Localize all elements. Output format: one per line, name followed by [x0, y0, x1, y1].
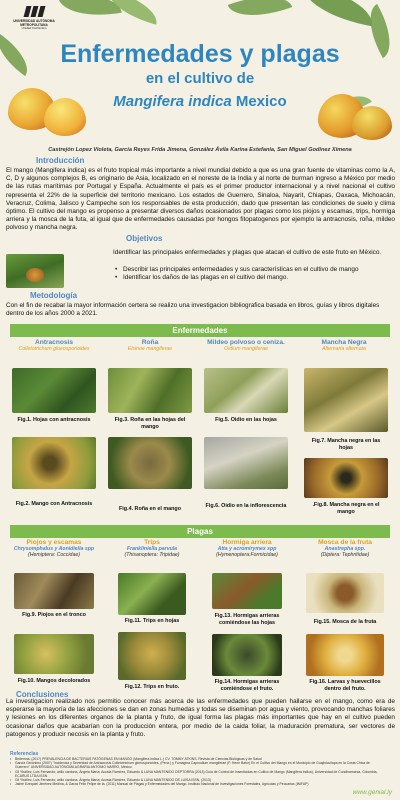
logo-unit: Unidad Xochimilco	[21, 26, 47, 30]
figure-caption: .Fig.8. Mancha negra en el mango	[312, 502, 380, 515]
figure-caption: Fig.13. Hormigas arrieras comiéndose las hojas	[214, 613, 280, 626]
figure-caption: Fig.9. Piojos en el tronco	[22, 612, 86, 618]
figure-caption: Fig.7. Mancha negra en las hojas	[311, 438, 381, 451]
university-logo	[4, 6, 64, 31]
objective-general: Identificar las principales enfermedades y plagas que atacan el cultivo de este fruto en México.	[113, 249, 382, 256]
pest-photo-leaves	[212, 573, 282, 609]
disease-photo-leaves	[12, 368, 96, 413]
reference-item: • Gil Ybáñez, Luis Fernando; ariilo cardona, Ángela María; Acosta Ramírez, Eduardo & LUNA MANTENIDO DE LUISA ISSN, (2013)	[10, 778, 382, 782]
references-list	[10, 757, 382, 786]
reference-item: • Bedemna. (2017) PREVALENCIA DE BACTERIAS PATÓGENAS EN MANGO (Mangifera indica L.) CV. TOMMY ATKINS. Revista de Ciencias Biológicas y de Salud	[10, 757, 382, 761]
disease-agent: Oidium mangiferae	[224, 346, 268, 352]
figure-caption: Fig.12. Trips en fruto.	[124, 684, 180, 690]
pest-column-hormiga	[198, 539, 296, 559]
pest-agent: Chrysomphalus y Aonidiella spp	[13, 546, 95, 552]
disease-photo-leaves	[108, 368, 192, 413]
objective-item: • Identificar los daños de las plagas en el cultivo del mango.	[113, 274, 395, 282]
mango-fruit-photo	[26, 268, 44, 282]
disease-name: Roña	[141, 339, 159, 346]
disease-column-rona	[104, 339, 196, 352]
disease-photo-fruit	[304, 458, 388, 498]
disease-agent: Alternaria alternata	[322, 346, 366, 352]
disease-agent: Elsinoe mangiferae	[127, 346, 173, 352]
disease-photo-fruit	[108, 437, 192, 489]
methodology-text: Con el fin de recabar la mayor información certera se realizo una investigacion bibliografica basada en libros, guías y libros digitales dentro de los años 2000 a 2021.	[6, 302, 380, 318]
pest-column-piojos	[6, 539, 102, 559]
pest-agent: Atta y acromirymex spp	[217, 546, 277, 552]
disease-agent: Colletotrichum gloeosporioides	[18, 346, 90, 352]
disease-name: Antracnosis	[34, 339, 74, 346]
methodology-title: Metodología	[30, 291, 78, 300]
pest-order: (Diptera: Tephritidae)	[320, 552, 370, 559]
leaf-decoration	[58, 0, 122, 23]
disease-column-mancha-negra	[296, 339, 392, 352]
disease-column-mildeo	[200, 339, 292, 352]
pest-name: Piojos y escamas	[26, 539, 82, 546]
conclusions-text: La investigacion realizado nos permitio conocer más acerca de las enfermedades que pueden hallarse en el mango, como era de esperarse la mayoría de las afecciones se dan en zonas humedas y todas se diseminan por agua y viento, provocando manchas foliares y lesiones en los diferentes organos de la planta y fruto, de igual forma las plagas más importantes que hay en el cultivo pueden ocasionar daños que acabarían con la producción entera, por medio de la caida foliar, la maduración prematura, ser vectores de patogenos y producir necosis en la planta y fruto.	[6, 698, 395, 738]
logo-name: UNIVERSIDAD AUTÓNOMA METROPOLITANA	[13, 19, 55, 27]
disease-photo-inflorescence	[204, 437, 288, 489]
disease-photo-fruit	[12, 437, 96, 489]
disease-photo-leaves	[204, 368, 288, 413]
diseases-band: Enfermedades	[10, 324, 390, 337]
pest-photo-leaves	[118, 573, 186, 615]
site-watermark[interactable]: www.genial.ly	[352, 789, 392, 796]
pest-column-mosca	[296, 539, 394, 559]
figure-caption: Fig.16. Larvas y huevecillos dentro del fruto.	[309, 679, 381, 692]
poster-subtitle: en el cultivo de	[145, 70, 255, 87]
pest-agent: Frankliniella parvula	[126, 546, 178, 552]
species-name: Mangifera indica	[113, 93, 232, 110]
pest-photo-trunk	[14, 573, 94, 609]
disease-name: Mildeo polvoso o ceniza.	[207, 339, 285, 346]
figure-caption: Fig.4. Roña en el mango	[118, 506, 181, 512]
pest-order: (Hymenoptera:Formicidae)	[216, 552, 278, 559]
leaf-decoration	[298, 0, 377, 26]
pest-name: Hormiga arriera	[222, 539, 272, 546]
pest-name: Mosca de la fruta	[318, 539, 372, 546]
figure-caption: Fig.3. Roña en las hojas del mango	[114, 417, 186, 430]
figure-caption: Fig.2. Mango con Antracnosis	[15, 501, 93, 507]
disease-column-antracnosis	[8, 339, 100, 352]
leaf-decoration	[228, 0, 293, 28]
pest-agent: Anastrepha spp.	[324, 546, 366, 552]
figure-caption: Fig.11. Trips en hojas	[124, 618, 180, 624]
disease-photo-leaves	[304, 368, 388, 432]
poster-species-line	[0, 93, 400, 110]
figure-caption: Fig.14. Hormigas arrieras comiéndose el fruto.	[214, 679, 280, 692]
pest-column-trips	[104, 539, 200, 559]
pest-order: (Hemiptera: Coccidae)	[28, 552, 80, 559]
pest-photo-fruit	[118, 632, 186, 680]
pest-photo-fly	[306, 573, 384, 613]
figure-caption: Fig.5. Oidio en las hojas	[215, 417, 277, 423]
authors: Castrejón Lopez Violeta, Garcia Reyes Frida Jimena, González Ávila Karina Estefania, San Miguel Godinez Ximena	[48, 147, 352, 153]
poster-title: Enfermedades y plagas	[60, 40, 340, 68]
pest-photo-larvae	[306, 634, 384, 676]
intro-title: Introducción	[36, 156, 85, 165]
pest-order: (Thisanoptera: Tripidae)	[124, 552, 180, 559]
figure-caption: Fig.1. Hojas con antracnosis	[17, 417, 91, 423]
disease-name: Mancha Negra	[321, 339, 367, 346]
objective-item: • Describir las principales enfermedades y sus características en el cultivo de mango	[113, 266, 395, 274]
figure-caption: Fig.15. Mosca de la fruta	[313, 619, 377, 625]
mango-image-right	[352, 106, 392, 140]
figure-caption: Fig.6. Oidio en la inflorescencia	[205, 503, 287, 509]
references-title: Referencias	[10, 751, 39, 757]
objectives-title: Objetivos	[126, 234, 163, 243]
uam-logo-mark	[4, 6, 64, 17]
reference-item: • Gil Ybáñez, Luis Fernando; ariilo cardona, Ángela María; Acosta Ramírez, Eduardo & LUNA MANTENIDO DEPTORRA (2013) Guía de Control de Insecticidas en Cultivo de Mango (Mangifera indica), Universidad de Cundinamarca, Colombia, ECARUS LTDA ISSN	[10, 770, 382, 778]
pests-band: Plagas	[10, 525, 390, 538]
country-name: Mexico	[235, 93, 287, 110]
pest-name: Trips	[144, 539, 160, 546]
pest-photo-fruit	[212, 634, 282, 676]
pest-photo-fruit	[14, 634, 94, 674]
intro-text: El mango (Mangifera indica) es el fruto tropical más importante a nivel mundial debido a que es una gran fuente de vitaminas como la A, C, D y algunos complejos B, es originario de Asia, localizado en el noreste de la India y al norte de burman ingreso a México por medio de las rutas marítimas por Portugal y España. Actualmente el país es el primer productor internacional y a nivel nacional el cultivo representa el 22% de la superficie del territorio mexicano. Los estados de Guerrero, Sinaloa, Nayarit, Chiapas, Oaxaca, Michoacán, Veracruz, Colima, Jalisco y Campeche son los responsables de esta producción, dado que presentan las condiciones de suelo y clima óptimo. El cultivo del mango es propenso a presentar diversos daños ocasionados por plagas como los piojos y escamas, trips, hormiga arriera y la mosca de la futa, al igual que de enfermedades causadas por hongos fitopatogenos por ejemplo la antracnosis, roña, mildeo polvoso y mancha negra.	[6, 167, 395, 232]
objectives-list	[113, 266, 395, 282]
reference-item: • García Gerónimo (2007) "Incidencia y Severidad de Antracnosis Colletotrichum gloeosporioides, (Penz.) y Fumagina Capnodium mangiferae (P. Henn Bator) En el Cultivo del Mango en el Municipio de Guajinicuilapa en la Costa Chica de Guerrero" UNIVERSIDAD AUTÓNOMA AGRARIA ANTONIO NARRO, México	[10, 761, 382, 769]
conclusions-title: Conclusiones	[16, 690, 69, 699]
figure-caption: Fig.10. Mangos decolorados	[17, 678, 91, 684]
reference-item: • Jaime Ezequiel Jiménez Medina, & Garza Félix Felipe de la. (2011) Manual de Plagas y Enfermedades del Mango. Instituto Nacional de Investigaciones Forestales, Agrícolas y Pecuarias (INIFAP)	[10, 782, 382, 786]
